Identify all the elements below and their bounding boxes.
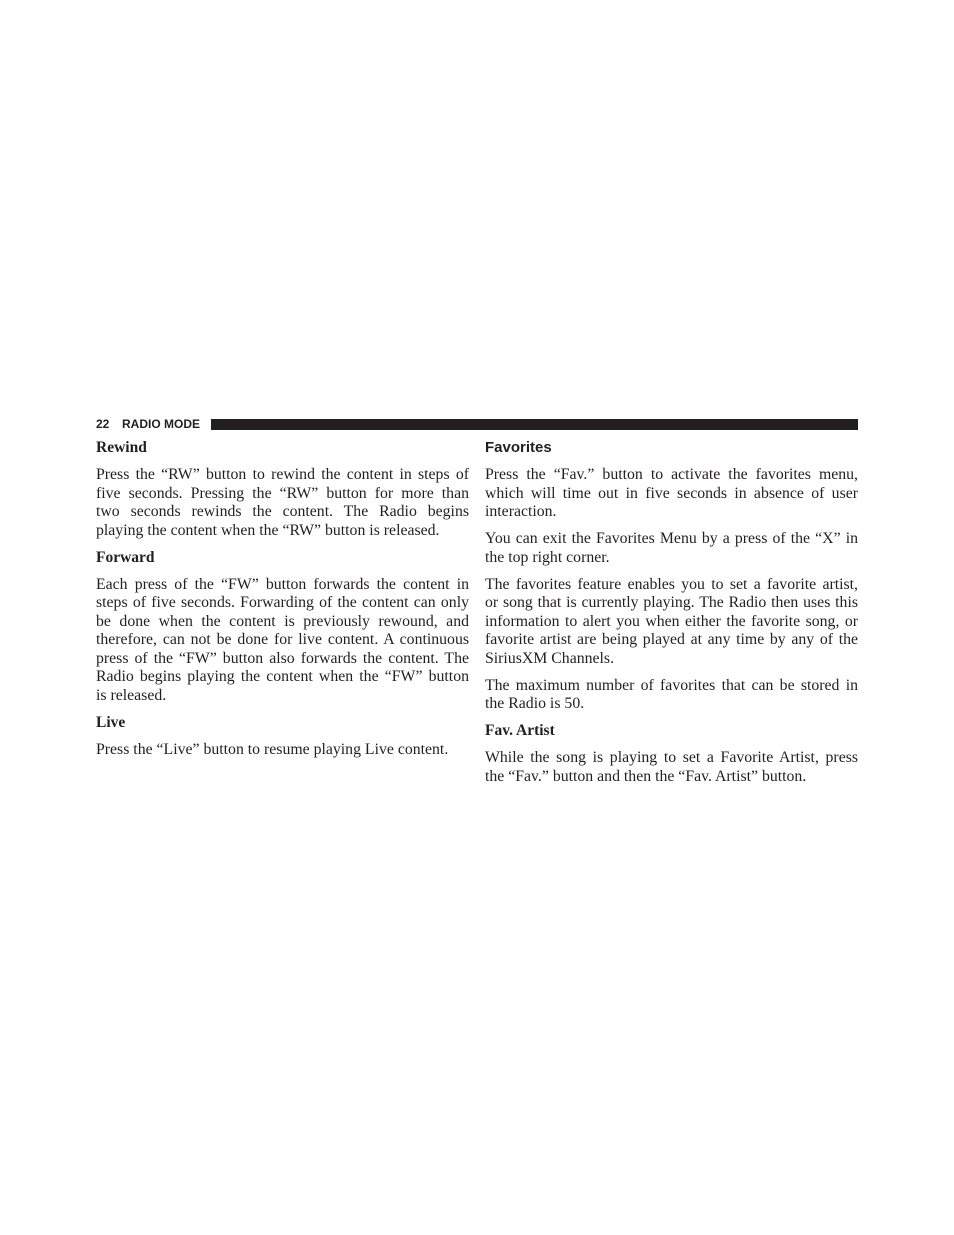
heading-fav-artist: Fav. Artist [485, 722, 555, 739]
right-column [485, 439, 858, 795]
text-line: Each press of the “FW” button forwards the content in [96, 575, 469, 593]
heading-favorites: Favorites [485, 439, 552, 456]
paragraph-favorites-maximum [485, 677, 858, 714]
text-line: favorite artist are being played at any time by any of the [485, 631, 858, 648]
text-line: five seconds. Pressing the “RW” button for more than [96, 484, 469, 502]
text-line: information to alert you when either the favorite song, or [485, 612, 858, 630]
paragraph-fav-artist [485, 749, 858, 786]
text-line: Press the “Live” button to resume playing Live content. [96, 740, 449, 758]
text-line: which will time out in five seconds in absence of user [485, 484, 858, 502]
text-line: interaction. [485, 503, 557, 520]
section-title: RADIO MODE [122, 417, 200, 431]
text-line: the Radio is 50. [485, 695, 585, 712]
paragraph-favorites-menu [485, 466, 858, 522]
text-line: steps of five seconds. Forwarding of the content can only [96, 594, 469, 611]
left-column [96, 439, 469, 768]
text-line: Radio begins playing the content when the “FW” button [96, 668, 469, 685]
text-line: playing the content when the “RW” button is released. [96, 521, 440, 539]
text-line: therefore, can not be done for live content. A continuous [96, 631, 469, 648]
text-line: SiriusXM Channels. [485, 649, 615, 667]
paragraph-favorites-feature [485, 576, 858, 669]
paragraph-live [96, 741, 469, 760]
text-line: The favorites feature enables you to set a favorite artist, [485, 575, 858, 593]
paragraph-forward [96, 576, 469, 706]
paragraph-favorites-exit [485, 530, 858, 567]
text-line: Press the “RW” button to rewind the content in steps of [96, 466, 469, 483]
text-line: The maximum number of favorites that can be stored in [485, 676, 858, 694]
text-line: be done when the content is previously rewound, and [96, 612, 469, 630]
header-rule-bar [211, 419, 858, 430]
paragraph-rewind [96, 466, 469, 540]
text-line: press of the “FW” button also forwards the content. The [96, 649, 469, 667]
text-line: Press the “Fav.” button to activate the favorites menu, [485, 466, 858, 483]
heading-rewind: Rewind [96, 439, 147, 456]
text-line: While the song is playing to set a Favorite Artist, press [485, 749, 858, 766]
text-line: is released. [96, 686, 167, 704]
text-line: two seconds rewinds the content. The Radio begins [96, 503, 469, 520]
text-line: You can exit the Favorites Menu by a press of the “X” in [485, 530, 858, 547]
heading-forward: Forward [96, 548, 155, 566]
text-line: the top right corner. [485, 548, 610, 566]
text-line: or song that is currently playing. The Radio then uses this [485, 594, 858, 611]
heading-live: Live [96, 713, 126, 731]
text-line: the “Fav.” button and then the “Fav. Artist” button. [485, 767, 807, 785]
page-number: 22 [96, 417, 110, 431]
